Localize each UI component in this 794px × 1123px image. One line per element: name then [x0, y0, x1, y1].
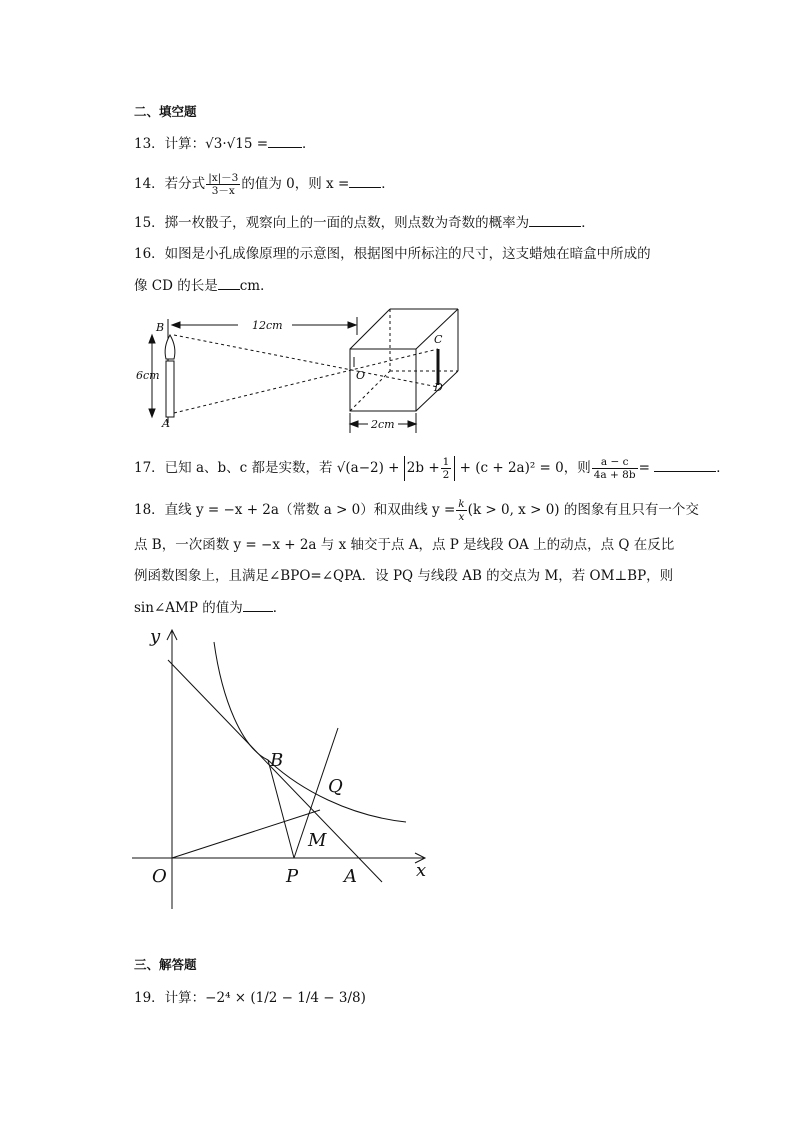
label-a: A: [162, 417, 170, 430]
q18-line1-post: (k > 0, x > 0) 的图象有且只有一个交: [467, 502, 699, 518]
arrow-up-icon: [149, 335, 155, 343]
arrow-left-icon: [172, 322, 180, 328]
question-19: [134, 988, 366, 1008]
q17-ratio-fraction: [592, 456, 638, 481]
label-x: x: [416, 860, 427, 881]
q18-line4-end: ．: [272, 600, 287, 616]
q17-ratio-den: 4a + 8b: [593, 469, 636, 481]
question-16-line1: 16．如图是小孔成像原理的示意图，根据图中所标注的尺寸，这支蜡烛在暗盒中所成的: [134, 246, 651, 262]
q13-end: ．: [302, 136, 316, 152]
q16-answer-blank[interactable]: [218, 275, 240, 290]
question-18-line1: [134, 498, 699, 523]
q18-k-over-x: [456, 498, 466, 523]
light-ray-bottom: [174, 349, 438, 413]
q16-line2-post: cm．: [239, 278, 274, 294]
q15-end: ．: [581, 215, 595, 231]
q17-ratio-num: a − c: [592, 456, 638, 469]
question-18-line3: 例函数图象上，且满足∠BPO=∠QPA．设 PQ 与线段 AB 的交点为 M，若 OM⊥BP，则: [134, 568, 674, 584]
q14-fraction: [206, 172, 240, 197]
box-top-left-edge: [350, 309, 390, 349]
pinhole-camera-figure: [128, 305, 468, 437]
arrow-right-icon: [408, 421, 416, 427]
question-14: [134, 172, 395, 197]
q14-numerator: |x|－3: [208, 172, 239, 184]
label-2cm: 2cm: [371, 418, 395, 431]
q18-k-num: k: [458, 498, 465, 510]
label-o: O: [152, 866, 167, 887]
q13-answer-blank[interactable]: [268, 133, 302, 148]
q17-pre: 17．已知 a、b、c 都是实数，若 √(a−2) +: [134, 460, 400, 476]
candle-body: [166, 361, 174, 417]
label-p: P: [286, 866, 299, 887]
q19-paren: (1/2 − 1/4 − 3/8): [250, 990, 366, 1006]
q15-text: 15．掷一枚骰子，观察向上的一面的点数，则点数为奇数的概率为: [134, 215, 530, 231]
question-15: [134, 212, 595, 233]
arrow-left-icon: [350, 421, 358, 427]
q14-end: ．: [381, 176, 395, 192]
hyperbola-curve: [214, 642, 406, 822]
question-17: [134, 456, 730, 481]
label-a: A: [344, 866, 357, 887]
q18-line1-pre: 18．直线 y = −x + 2a（常数 a > 0）和双曲线 y =: [134, 502, 456, 518]
section-title-fill-blank: 二、填空题: [134, 104, 197, 119]
q15-answer-blank[interactable]: [529, 212, 581, 227]
label-b: B: [270, 750, 284, 771]
label-d: D: [434, 381, 443, 394]
q19-pre: 19．计算：−2⁴ ×: [134, 990, 247, 1006]
label-m: M: [308, 830, 327, 851]
label-c: C: [434, 333, 443, 346]
q17-answer-blank[interactable]: [654, 457, 716, 472]
question-13: [134, 133, 316, 154]
question-16-line2: [134, 275, 274, 296]
q17-tail: + (c + 2a)² = 0，则: [459, 460, 591, 476]
label-b: B: [156, 321, 165, 334]
q18-k-den: x: [458, 511, 465, 523]
q17-half-num: 1: [442, 456, 450, 468]
question-18-line4: [134, 597, 286, 618]
label-12cm: 12cm: [252, 319, 283, 332]
light-ray-top: [174, 335, 438, 387]
q17-half-den: 2: [442, 469, 450, 481]
q17-end: ．: [716, 460, 730, 476]
label-q: Q: [328, 776, 343, 797]
arrow-down-icon: [149, 409, 155, 417]
q18-line4-pre: sin∠AMP 的值为: [134, 600, 243, 616]
q14-answer-blank[interactable]: [349, 173, 381, 188]
label-y: y: [150, 626, 161, 647]
q14-denominator: 3－x: [211, 185, 235, 197]
q14-mid: 的值为 0，则 x =: [241, 176, 350, 192]
q18-answer-blank[interactable]: [243, 597, 273, 612]
q17-absolute-value: [404, 456, 456, 481]
q16-line2-pre: 像 CD 的长是: [134, 278, 218, 294]
arrow-right-icon: [348, 322, 356, 328]
candle-flame: [165, 335, 175, 359]
q17-eq: =: [638, 460, 650, 476]
q17-half-fraction: [441, 456, 452, 481]
label-6cm: 6cm: [136, 369, 160, 382]
label-o: O: [356, 369, 366, 382]
question-18-line2: 点 B，一次函数 y = −x + 2a 与 x 轴交于点 A，点 P 是线段 OA 上的动点，点 Q 在反比: [134, 537, 675, 553]
q14-pre: 14．若分式: [134, 176, 206, 192]
q17-abs-expr: 2b +: [406, 460, 440, 476]
segment-bp: [268, 760, 294, 858]
section-title-solve: 三、解答题: [134, 957, 197, 972]
segment-om: [172, 810, 320, 858]
q13-text: 13．计算：√3·√15 =: [134, 136, 269, 152]
coordinate-diagram: [130, 620, 440, 915]
